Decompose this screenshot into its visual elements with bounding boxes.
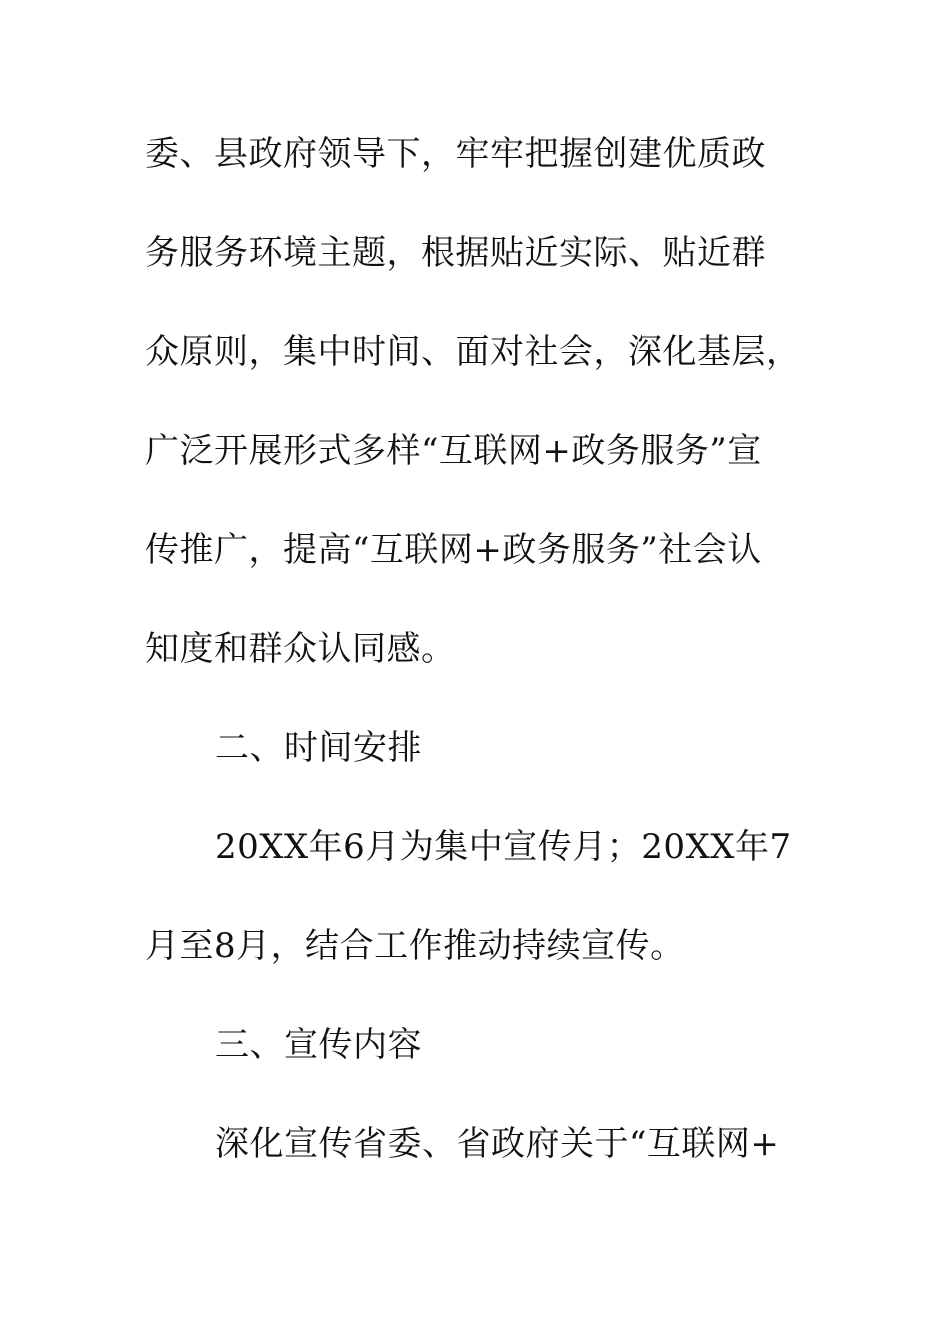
section-heading-content: 三、宣传内容 xyxy=(215,1025,422,1065)
paragraph-line: 深化宣传省委、省政府关于“互联网+ xyxy=(215,1124,780,1164)
paragraph-line: 广泛开展形式多样“互联网+政务服务”宣 xyxy=(145,431,762,471)
paragraph-line: 众原则，集中时间、面对社会，深化基层， xyxy=(145,332,801,372)
paragraph-line: 月至8月，结合工作推动持续宣传。 xyxy=(145,926,685,966)
paragraph-line: 传推广，提高“互联网+政务服务”社会认 xyxy=(145,530,762,570)
paragraph-line: 委、县政府领导下，牢牢把握创建优质政 xyxy=(145,134,766,174)
paragraph-line: 务服务环境主题，根据贴近实际、贴近群 xyxy=(145,233,766,273)
section-heading-schedule: 二、时间安排 xyxy=(215,728,422,768)
paragraph-line: 知度和群众认同感。 xyxy=(145,629,456,669)
paragraph-line: 20XX年6月为集中宣传月；20XX年7 xyxy=(215,827,792,867)
